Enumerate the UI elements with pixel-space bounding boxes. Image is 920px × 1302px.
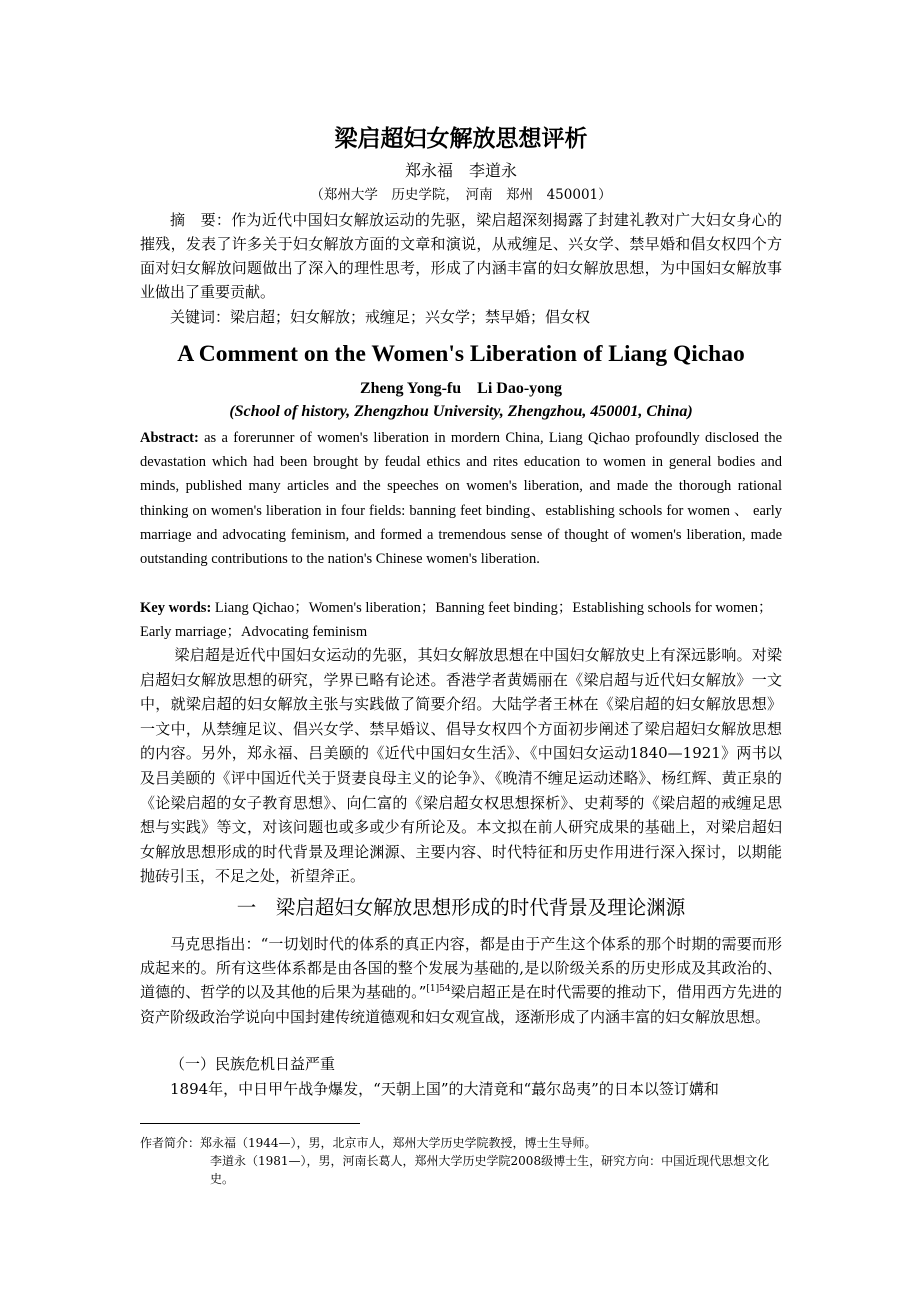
keywords-english — [140, 596, 782, 644]
footnote-author-2: 李道永（1981—），男，河南长葛人，郑州大学历史学院2008级博士生，研究方向：中国近现代思想文化史。 — [210, 1154, 770, 1186]
abstract-english — [140, 426, 782, 571]
marx-paragraph-continuation: 梁启超正是在时代需要的推动下，借用西方先进的资产阶级政治学说向中国封建传统道德观和妇女观宣战，逐渐形成了内涵丰富的妇女解放思想。 — [140, 983, 782, 1026]
keywords-chinese: 关键词：梁启超；妇女解放；戒缠足；兴女学；禁早婚；倡女权 — [170, 308, 591, 326]
abstract-chinese: 摘 要：作为近代中国妇女解放运动的先驱，梁启超深刻揭露了封建礼教对广大妇女身心的摧残，发表了许多关于妇女解放方面的文章和演说，从戒缠足、兴女学、禁早婚和倡女权四个方面对妇女解放问题做出了深入的理性思考，形成了内涵丰富的妇女解放思想，为中国妇女解放事业做出了重要贡献。 — [140, 211, 782, 301]
body-paragraph-1894: 1894年，中日甲午战争爆发，“天朝上国”的大清竟和“蕞尔岛夷”的日本以签订媾和 — [170, 1080, 719, 1098]
body-paragraph-marx — [140, 932, 782, 1029]
paper-title-english: A Comment on the Women's Liberation of Liang Qichao — [177, 341, 745, 367]
section-heading-1: 一 梁启超妇女解放思想形成的时代背景及理论渊源 — [236, 896, 686, 919]
footnote-label: 作者简介： — [140, 1136, 201, 1150]
footnote-author-1: 郑永福（1944—），男，北京市人，郑州大学历史学院教授，博士生导师。 — [200, 1136, 597, 1150]
abstract-english-text: as a forerunner of women's liberation in mordern China, Liang Qichao profoundly disclosed the devastation which had been brought by feudal ethics and rites education to women in general bodies and minds, published many articles and the speeches on women's liberation, and made the thorough rational thinking on women's liberation in four fields: banning feet binding、establishing schools for women 、 early marriage and advocating feminism, and formed a tremendous sense of thought of women's liberation, made outstanding contributions to the nation's Chinese women's liberation. — [140, 430, 782, 568]
paper-title-chinese: 梁启超妇女解放思想评析 — [334, 125, 588, 152]
footnote-divider — [140, 1123, 360, 1124]
authors-chinese: 郑永福 李道永 — [404, 161, 517, 180]
subsection-heading-1: （一）民族危机日益严重 — [170, 1055, 336, 1073]
affiliation-chinese: （郑州大学 历史学院， 河南 郑州 450001） — [310, 187, 612, 203]
marx-quote: 马克思指出：“一切划时代的体系的真正内容，都是由于产生这个体系的那个时期的需要而形成起来的。所有这些体系都是由各国的整个发展为基础的,是以阶级关系的历史形成及其政治的、道德的、哲学的以及其他的后果为基础的。” — [140, 935, 782, 1002]
keywords-english-label: Key words: — [140, 600, 212, 616]
intro-paragraph: 梁启超是近代中国妇女运动的先驱，其妇女解放思想在中国妇女解放史上有深远影响。对梁启超妇女解放思想的研究，学界已略有论述。香港学者黄嫣丽在《梁启超与近代妇女解放》一文中，就梁启超的妇女解放主张与实践做了简要介绍。大陆学者王林在《梁启超的妇女解放思想》一文中，从禁缠足议、倡兴女学、禁早婚议、倡导女权四个方面初步阐述了梁启超妇女解放思想的内容。另外，郑永福、吕美颐的《近代中国妇女生活》、《中国妇女运动1840—1921》两书以及吕美颐的《评中国近代关于贤妻良母主义的论争》、《晚清不缠足运动述略》、杨红辉、黄正泉的《论梁启超的女子教育思想》、向仁富的《梁启超女权思想探析》、史莉琴的《梁启超的戒缠足思想与实践》等文，对该问题也或多或少有所论及。本文拟在前人研究成果的基础上，对梁启超妇女解放思想形成的时代背景及理论渊源、主要内容、时代特征和历史作用进行深入探讨，以期能抛砖引玉，不足之处，祈望斧正。 — [140, 646, 782, 886]
authors-english: Zheng Yong-fu Li Dao-yong — [359, 380, 563, 397]
abstract-english-label: Abstract: — [140, 430, 199, 446]
citation-ref: [1]54 — [426, 984, 451, 995]
keywords-english-text: Liang Qichao；Women's liberation；Banning feet binding；Establishing schools for women；Early marriage；Advocating feminism — [140, 600, 773, 640]
footnotes — [140, 1134, 790, 1188]
affiliation-english: (School of history, Zhengzhou University, Zhengzhou, 450001, China) — [229, 403, 693, 420]
